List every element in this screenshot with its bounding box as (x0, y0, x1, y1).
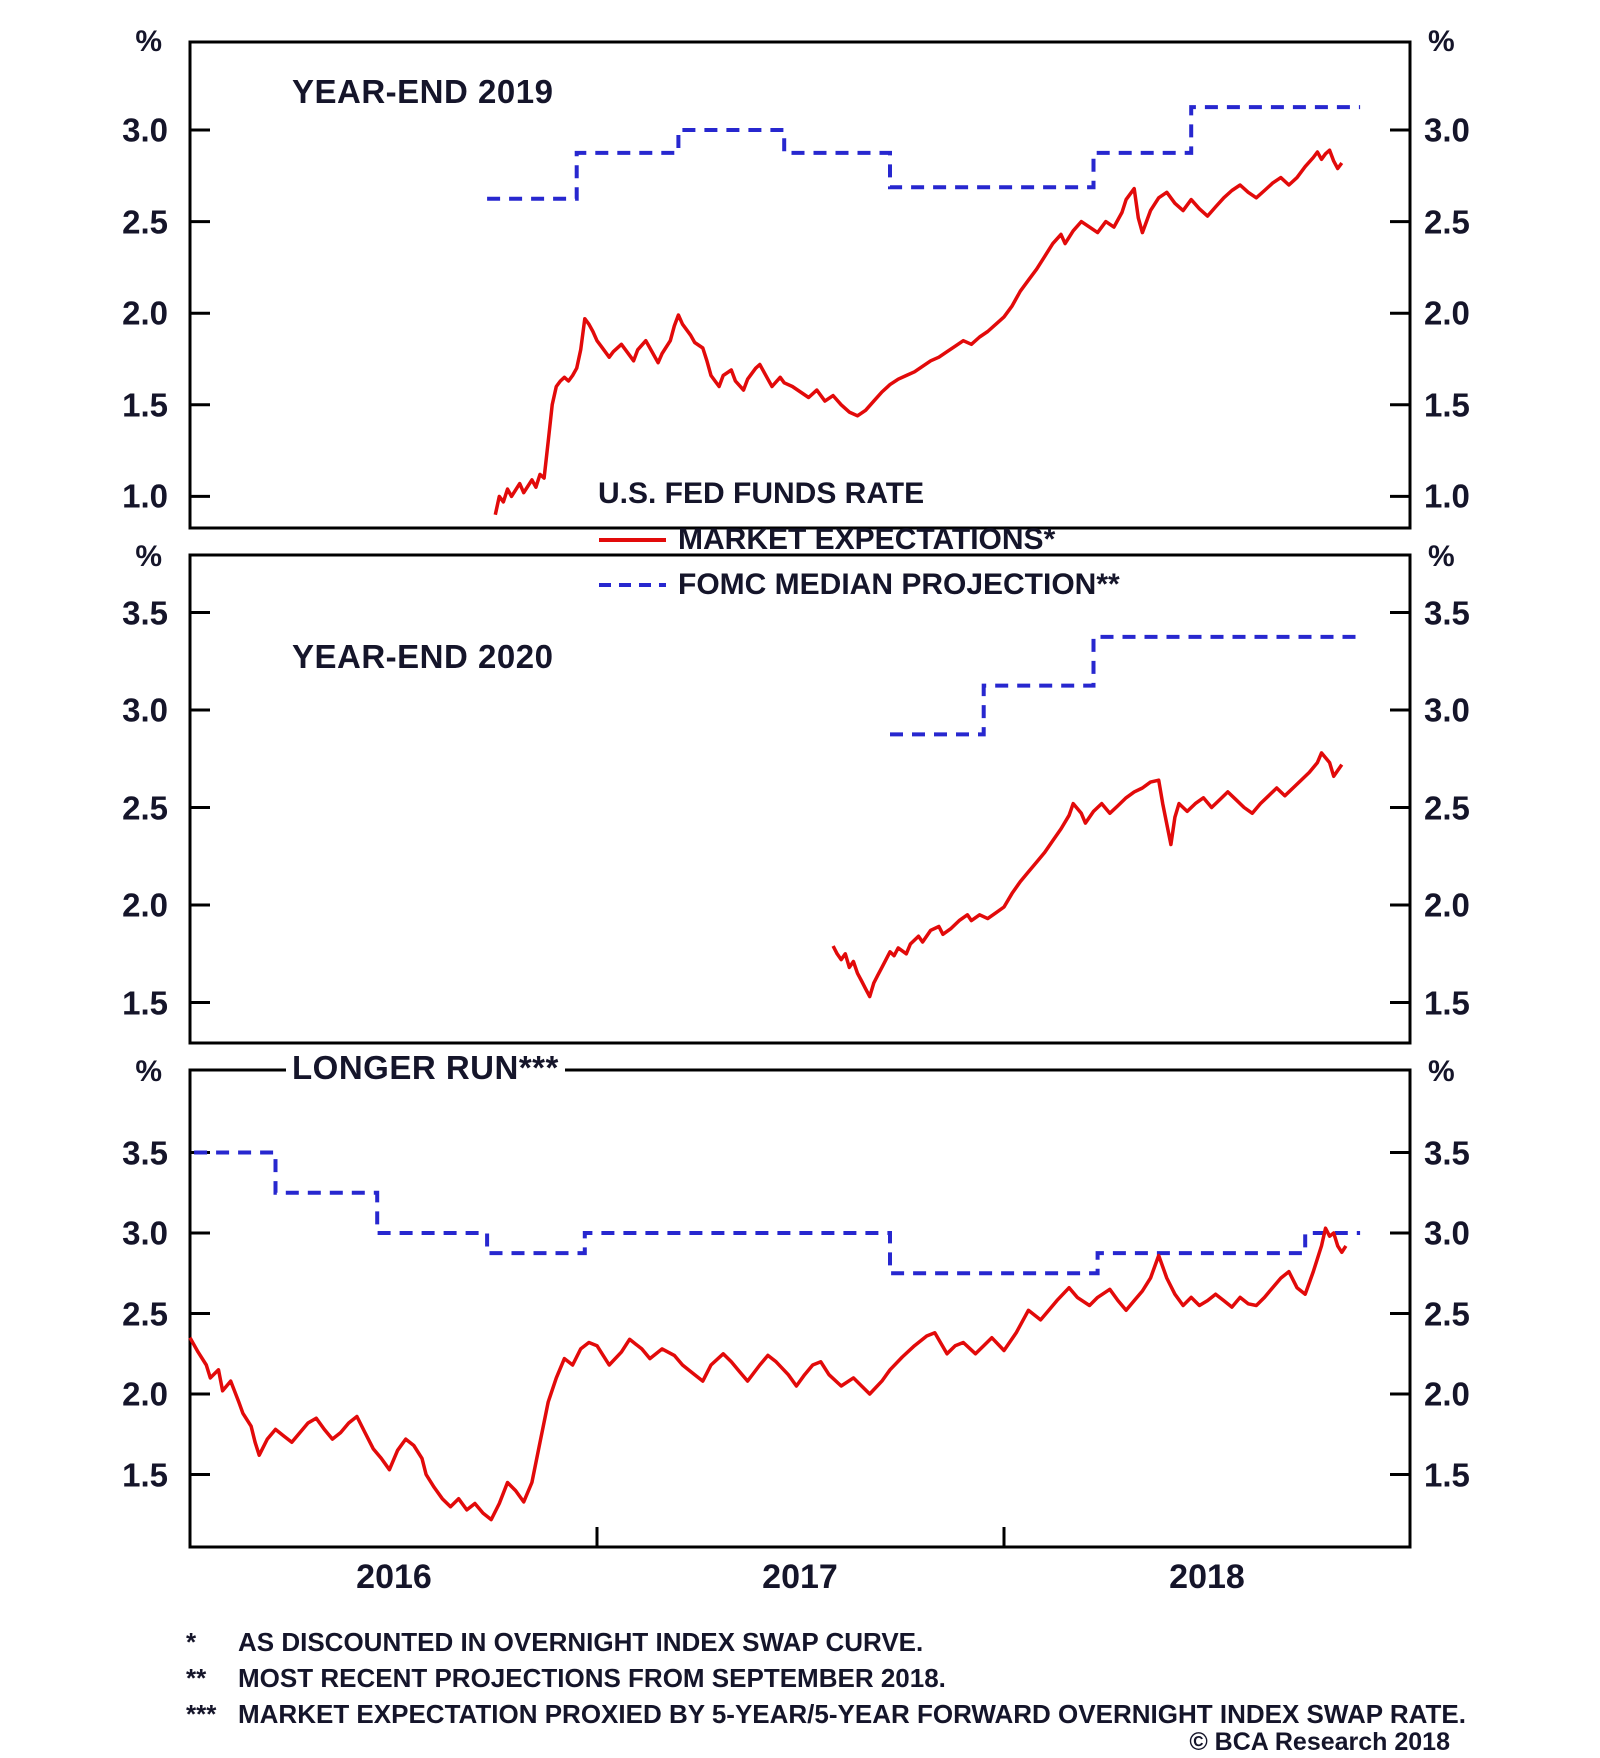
y-tick-label: 3.5 (122, 594, 168, 631)
y-tick-label: 1.5 (1424, 984, 1470, 1021)
y-tick-label: 1.5 (122, 386, 168, 424)
fomc-median-projection-line (487, 107, 1360, 199)
y-tick-label: 1.5 (1424, 386, 1470, 424)
legend-swatch-solid-line (598, 536, 668, 544)
y-tick-label: 2.0 (122, 886, 168, 924)
y-unit-label: % (1428, 25, 1455, 58)
y-tick-label: 2.5 (122, 789, 168, 826)
market-expectations-line (190, 1228, 1346, 1519)
fomc-median-projection-line (890, 637, 1360, 735)
y-tick-label: 3.0 (1424, 111, 1470, 149)
y-tick-label: 2.5 (1424, 1295, 1470, 1332)
panel-frame (190, 555, 1410, 1043)
footnote-1-text: AS DISCOUNTED IN OVERNIGHT INDEX SWAP CURVE. (238, 1627, 924, 1657)
market-expectations-line (833, 753, 1342, 997)
y-unit-label: % (1428, 540, 1455, 573)
footnote-1-marker: * (186, 1627, 197, 1657)
panel-frame (190, 1070, 1410, 1547)
x-tick-label-2017: 2017 (762, 1558, 838, 1596)
legend-title: U.S. FED FUNDS RATE (598, 477, 925, 510)
legend-label-market-expectations: MARKET EXPECTATIONS* (678, 523, 1056, 556)
footnote-2-text: MOST RECENT PROJECTIONS FROM SEPTEMBER 2018. (238, 1663, 946, 1693)
y-tick-label: 1.5 (1424, 1456, 1470, 1493)
y-unit-label: % (135, 540, 162, 573)
y-tick-label: 3.0 (122, 111, 168, 149)
y-tick-label: 2.0 (1424, 294, 1470, 332)
y-tick-label: 1.5 (122, 984, 168, 1021)
y-unit-label: % (135, 25, 162, 58)
y-tick-label: 3.0 (122, 691, 168, 729)
panel-frame (190, 42, 1410, 528)
y-tick-label: 3.0 (1424, 691, 1470, 729)
panel-title-longer-run: LONGER RUN*** (286, 1050, 565, 1086)
y-tick-label: 2.0 (1424, 886, 1470, 924)
y-tick-label: 1.0 (122, 477, 168, 515)
y-tick-label: 2.5 (122, 1295, 168, 1332)
y-tick-label: 1.0 (1424, 477, 1470, 515)
market-expectations-line (495, 150, 1342, 515)
y-unit-label: % (1428, 1055, 1455, 1088)
footnote-3-text: MARKET EXPECTATION PROXIED BY 5-YEAR/5-YEAR FORWARD OVERNIGHT INDEX SWAP RATE. (238, 1699, 1466, 1729)
panel-title-year-end-2019: YEAR-END 2019 (292, 73, 554, 110)
y-tick-label: 3.0 (1424, 1214, 1470, 1252)
y-tick-label: 2.0 (1424, 1375, 1470, 1413)
y-tick-label: 2.0 (122, 1375, 168, 1413)
y-tick-label: 2.0 (122, 294, 168, 332)
y-tick-label: 3.5 (1424, 594, 1470, 631)
x-tick-label-2016: 2016 (356, 1558, 432, 1596)
legend-swatch-dashed-line (598, 581, 668, 589)
legend-label-fomc-median-projection: FOMC MEDIAN PROJECTION** (678, 568, 1120, 601)
x-tick-label-2018: 2018 (1169, 1558, 1245, 1596)
y-tick-label: 3.0 (122, 1214, 168, 1252)
y-tick-label: 2.5 (1424, 203, 1470, 241)
fomc-median-projection-line (194, 1153, 1360, 1274)
y-tick-label: 3.5 (1424, 1134, 1470, 1171)
y-tick-label: 2.5 (122, 203, 168, 241)
y-tick-label: 2.5 (1424, 789, 1470, 826)
y-tick-label: 3.5 (122, 1134, 168, 1171)
footnote-3-marker: *** (186, 1699, 217, 1729)
y-tick-label: 1.5 (122, 1456, 168, 1493)
panel-title-year-end-2020: YEAR-END 2020 (292, 638, 554, 675)
footnote-2-marker: ** (186, 1663, 207, 1693)
y-unit-label: % (135, 1055, 162, 1088)
copyright-note: © BCA Research 2018 (1189, 1728, 1450, 1756)
